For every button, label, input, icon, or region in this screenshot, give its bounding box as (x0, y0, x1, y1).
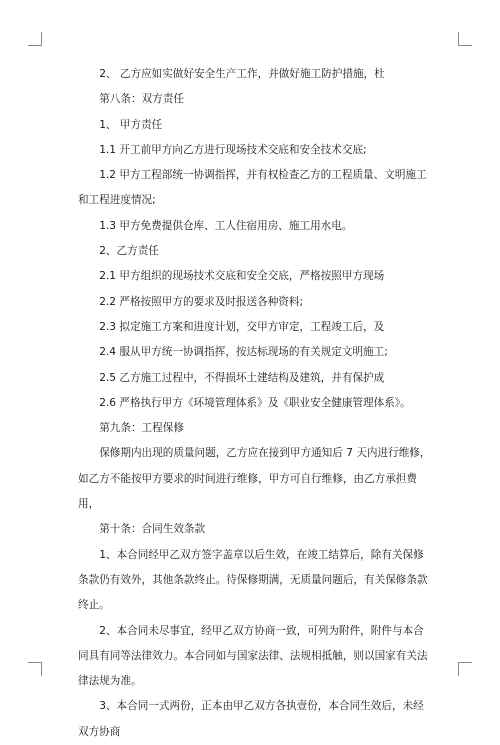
clause-1-2: 1.2 甲方工程部统一协调指挥，并有权检查乙方的工程质量、文明施工和工程进度情况; (78, 169, 427, 207)
clause-2-6: 2.6 严格执行甲方《环境管理体系》及《职业安全健康管理体系》。 (99, 396, 411, 409)
crop-mark-bottom-right (458, 662, 472, 676)
crop-mark-bottom-left (28, 662, 42, 676)
crop-mark-top-left (28, 32, 42, 46)
clause-1-3: 1.3 甲方免费提供仓库、工人住宿用房、施工用水电。 (99, 219, 353, 232)
effect-clause-3: 3、本合同一式两份，正本由甲乙双方各执壹份，本合同生效后，未经双方协商 (78, 700, 424, 738)
document-page (78, 62, 433, 745)
effect-clause-2: 2、本合同未尽事宜，经甲乙双方协商一致，可列为附件，附件与本合同具有同等法律效力。本合同如与国家法律、法规相抵触，则以国家有关法律法规为准。 (78, 624, 428, 688)
effect-clause-1: 1、本合同经甲乙双方签字盖章以后生效，在竣工结算后，除有关保修条款仍有效外，其他条款终止。待保修期满，无质量问题后，有关保修条款终止。 (78, 548, 428, 612)
clause-2-4: 2.4 服从甲方统一协调指挥，按达标现场的有关规定文明施工; (99, 346, 388, 359)
clause-2-1: 2.1 甲方组织的现场技术交底和安全交底，严格按照甲方现场 (99, 270, 385, 283)
article-9-heading: 第九条：工程保修 (99, 422, 184, 435)
warranty-paragraph: 保修期内出现的质量问题，乙方应在接到甲方通知后 7 天内进行维修，如乙方不能按甲方要求的时间进行维修，甲方可自行维修，由乙方承担费用， (78, 447, 431, 511)
crop-mark-top-right (458, 32, 472, 46)
paragraph-safety-duty: 2、 乙方应如实做好安全生产工作，并做好施工防护措施，杜 (99, 68, 385, 80)
party-a-heading: 1、 甲方责任 (99, 118, 163, 131)
clause-2-2: 2.2 严格按照甲方的要求及时报送各种资料; (99, 295, 304, 308)
clause-1-1: 1.1 开工前甲方向乙方进行现场技术交底和安全技术交底; (99, 143, 367, 156)
party-b-heading: 2、乙方责任 (99, 245, 159, 258)
clause-2-3: 2.3 拟定施工方案和进度计划，交甲方审定，工程竣工后，及 (99, 320, 385, 333)
article-10-heading: 第十条：合同生效条款 (99, 523, 206, 536)
article-8-heading: 第八条：双方责任 (99, 93, 184, 106)
clause-2-5: 2.5 乙方施工过程中，不得损坏土建结构及建筑，并有保护成 (99, 371, 385, 384)
